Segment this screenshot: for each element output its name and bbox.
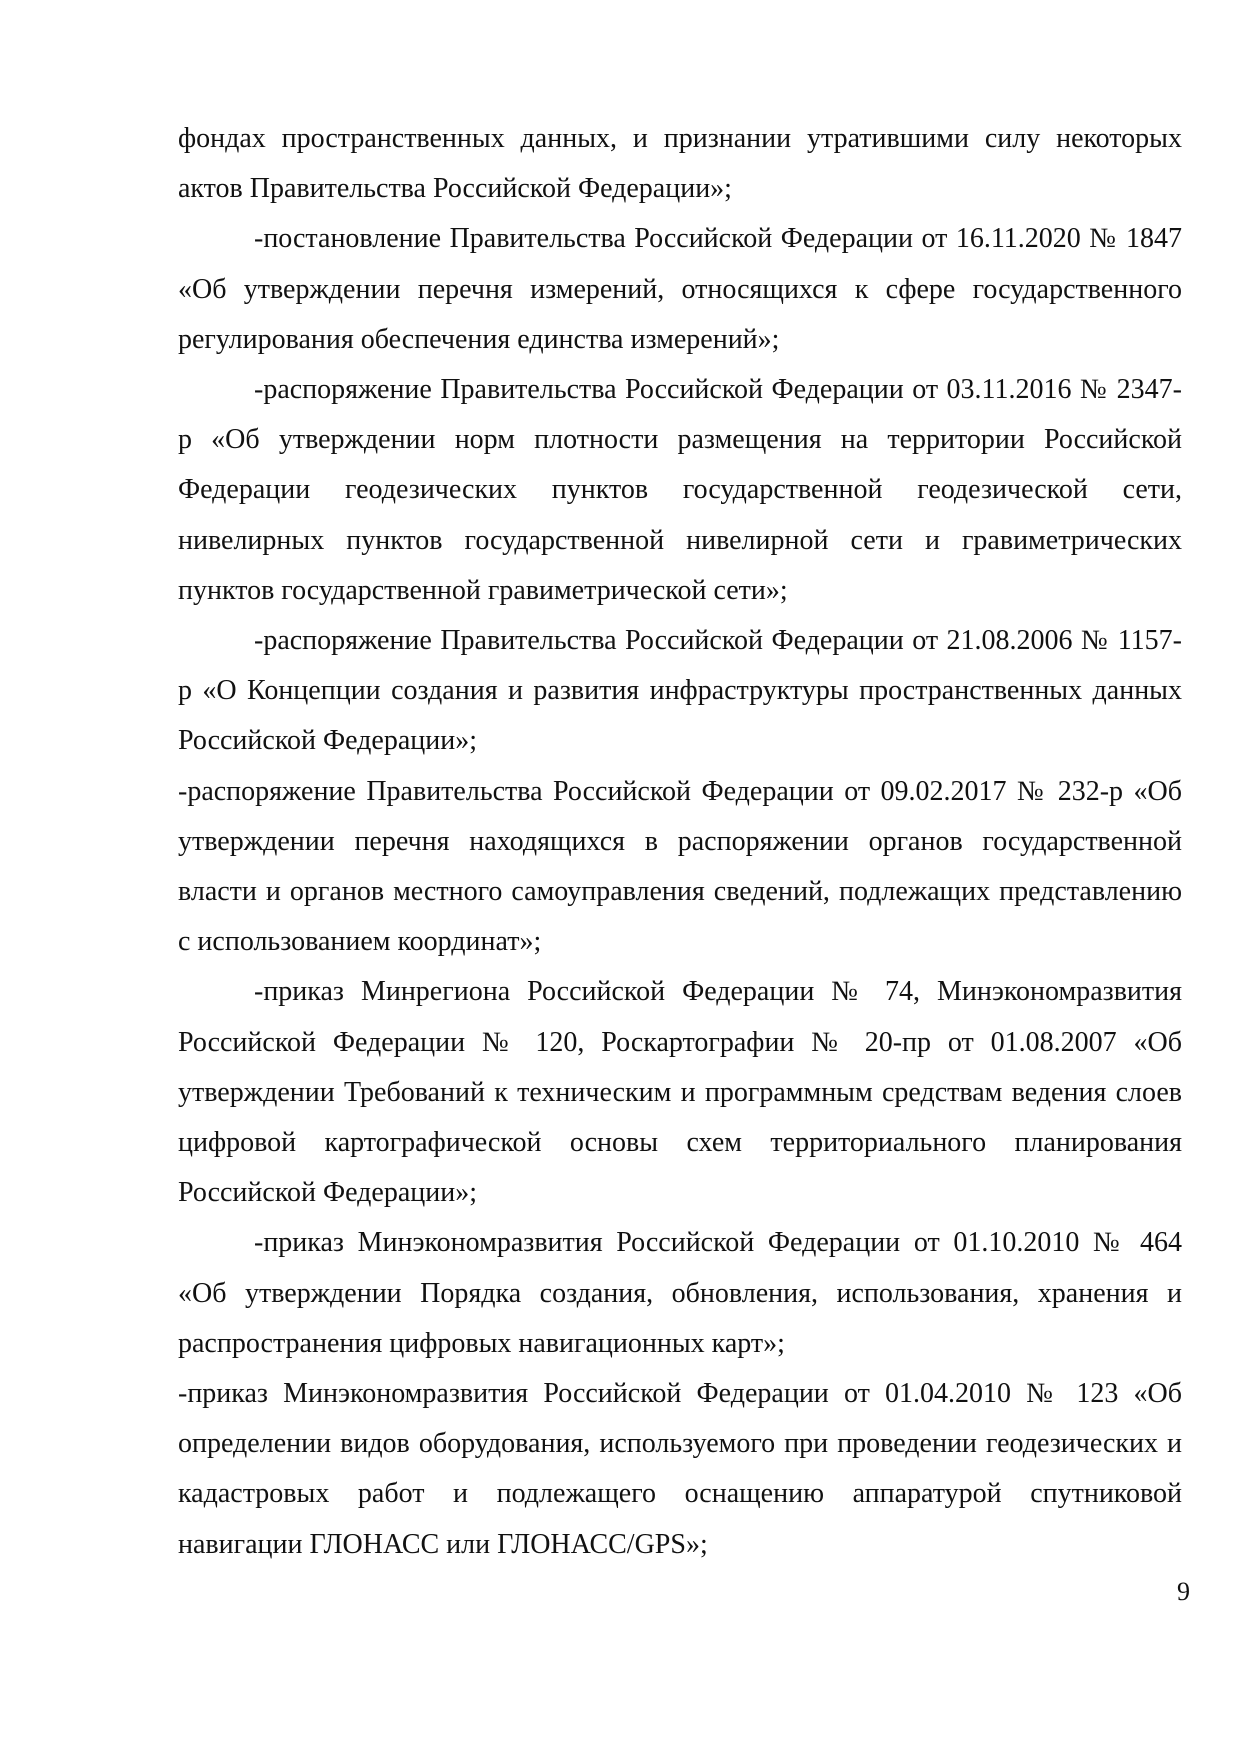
page-number: 9	[1177, 1577, 1190, 1606]
paragraph-order-123: -приказ Минэкономразвития Российской Федерации от 01.04.2010 № 123 «Об определении видов оборудования, используемого при проведении геодезических и кадастровых работ и подлежащего оснащению аппаратурой спутниковой навигации ГЛОНАСС или ГЛОНАСС/GPS»;	[178, 1378, 1182, 1560]
paragraph-order-464: -приказ Минэкономразвития Российской Федерации от 01.10.2010 № 464 «Об утверждении Порядка создания, обновления, использования, хранения и распространения цифровых навигационных карт»;	[178, 1227, 1182, 1359]
paragraph-order-2347-r: -распоряжение Правительства Российской Федерации от 03.11.2016 № 2347-р «Об утверждении норм плотности размещения на территории Российской Федерации геодезических пунктов государственной геодезической сети, нивелирных пунктов государственной нивелирной сети и гравиметрических пунктов государственной гравиметрической сети»;	[178, 374, 1182, 606]
paragraph-order-232-r: -распоряжение Правительства Российской Федерации от 09.02.2017 № 232-р «Об утверждении перечня находящихся в распоряжении органов государственной власти и органов местного самоуправления сведений, подлежащих представлению с использованием координат»;	[178, 775, 1182, 958]
paragraph-continuation: фондах пространственных данных, и признании утратившими силу некоторых актов Правительства Российской Федерации»;	[178, 123, 1182, 205]
document-body	[178, 114, 1182, 1570]
paragraph-order-74-120-20pr: -приказ Минрегиона Российской Федерации № 74, Минэкономразвития Российской Федерации № 120, Роскартографии № 20-пр от 01.08.2007 «Об утверждении Требований к техническим и программным средствам ведения слоев цифровой картографической основы схем территориального планирования Российской Федерации»;	[178, 976, 1182, 1209]
paragraph-order-1157-r: -распоряжение Правительства Российской Федерации от 21.08.2006 № 1157-р «О Концепции создания и развития инфраструктуры пространственных данных Российской Федерации»;	[178, 625, 1182, 757]
paragraph-resolution-1847: -постановление Правительства Российской Федерации от 16.11.2020 № 1847 «Об утверждении перечня измерений, относящихся к сфере государственного регулирования обеспечения единства измерений»;	[178, 223, 1182, 355]
